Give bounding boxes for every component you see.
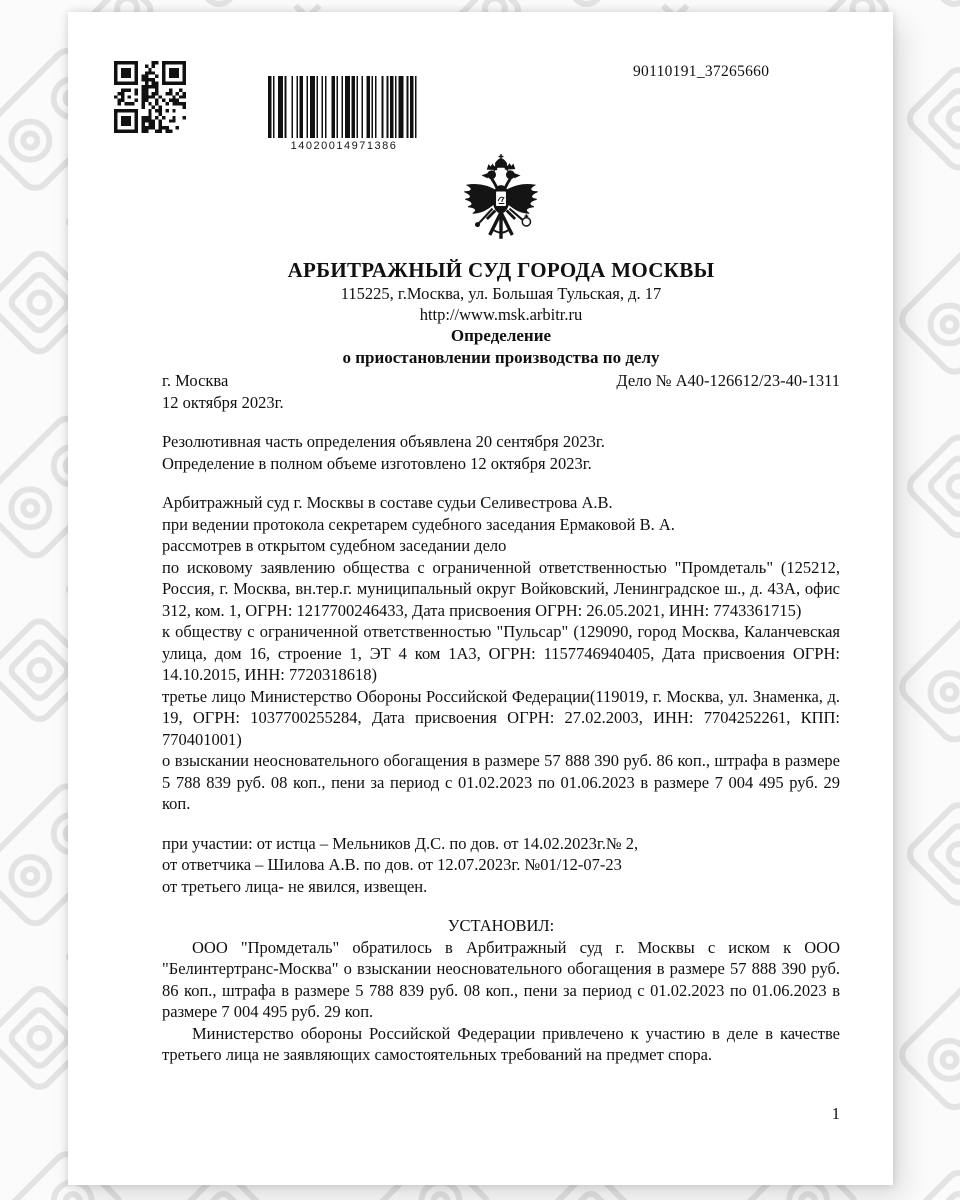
attendance-line-1: при участии: от истца – Мельников Д.С. по дов. от 14.02.2023г.№ 2, xyxy=(162,833,639,853)
claim-paragraph: о взыскании неосновательного обогащения в размере 57 888 390 руб. 86 коп., штрафа в размере 5 788 839 руб. 08 коп., пени за период с 01.02.2023 по 01.06.2023 в размере 7 004 495 руб. 29 коп. xyxy=(162,751,840,813)
city: г. Москва xyxy=(162,371,229,390)
hearing-line: рассмотрев в открытом судебном заседании дело xyxy=(162,536,507,555)
attendance-line-3: от третьего лица- не явился, извещен. xyxy=(162,876,428,896)
ruling-heading: УСТАНОВИЛ: xyxy=(447,916,555,935)
barcode-number: 14020014971386 xyxy=(290,140,398,152)
document-subtitle: о приостановлении производства по делу xyxy=(342,347,660,367)
plaintiff-paragraph: по исковому заявлению общества с ограниченной ответственностью "Промдеталь" (125212, Россия, г. Москва, вн.тер.г. муниципальный округ Войковский, Ленинградское ш., д. 43А, офис 312, ком. 1, ОГРН: 1217700246433, Дата присвоения ОГРН: 26.05.2021, ИНН: 7743361715) xyxy=(162,557,840,620)
case-number: Дело № А40-126612/23-40-1311 xyxy=(616,371,840,390)
court-website: http://www.msk.arbitr.ru xyxy=(419,305,583,324)
full-volume-line: Определение в полном объеме изготовлено 12 октября 2023г. xyxy=(162,453,592,473)
secretary-line: при ведении протокола секретарем судебного заседания Ермаковой В. А. xyxy=(162,514,675,534)
court-header xyxy=(162,258,840,368)
coat-of-arms-icon xyxy=(162,152,840,254)
ruling-paragraph-2: Министерство обороны Российской Федерации привлечено к участию в деле в качестве третьего лица не заявляющих самостоятельных требований на предмет спора. xyxy=(162,1023,840,1064)
page-number: 1 xyxy=(831,1104,840,1123)
court-address: 115225, г.Москва, ул. Большая Тульская, д. 17 xyxy=(340,284,662,303)
document-body xyxy=(162,370,840,1066)
document-id: 90110191_37265660 xyxy=(633,63,770,80)
barcode xyxy=(268,76,420,152)
qr-code xyxy=(114,61,186,133)
document-page xyxy=(68,12,893,1185)
attendance-line-2: от ответчика – Шилова А.В. по дов. от 12.07.2023г. №01/12-07-23 xyxy=(162,855,622,874)
defendant-paragraph: к обществу с ограниченной ответственностью "Пульсар" (129090, город Москва, Каланчевская улица, дом 16, строение 1, ЭТ 4 ком 1А3, ОГРН: 1157746940405, Дата присвоения ОГРН: 14.10.2015, ИНН: 7720318618) xyxy=(162,622,840,684)
court-name: АРБИТРАЖНЫЙ СУД ГОРОДА МОСКВЫ xyxy=(287,258,715,282)
case-info-row xyxy=(162,370,840,392)
document-title: Определение xyxy=(450,326,552,345)
judge-line: Арбитражный суд г. Москвы в составе судьи Селивестрова А.В. xyxy=(162,493,613,512)
ruling-paragraph-1: ООО "Промдеталь" обратилось в Арбитражный суд г. Москвы с иском к ООО "Белинтертранс-Москва" о взыскании неосновательного обогащения в размере 57 888 390 руб. 86 коп., штрафа в размере 5 788 839 руб. 08 коп., пени за период с 01.02.2023 по 01.06.2023 в размере 7 004 495 руб. 29 коп. xyxy=(162,937,840,1021)
third-party-paragraph: третье лицо Министерство Обороны Российской Федерации(119019, г. Москва, ул. Знаменка, д. 19, ОГРН: 1037700255284, Дата присвоения ОГРН: 27.02.2003, ИНН: 7704252261, КПП: 770401001) xyxy=(162,686,840,749)
document-date: 12 октября 2023г. xyxy=(162,392,284,412)
resolutive-part-line: Резолютивная часть определения объявлена 20 сентября 2023г. xyxy=(162,432,605,451)
